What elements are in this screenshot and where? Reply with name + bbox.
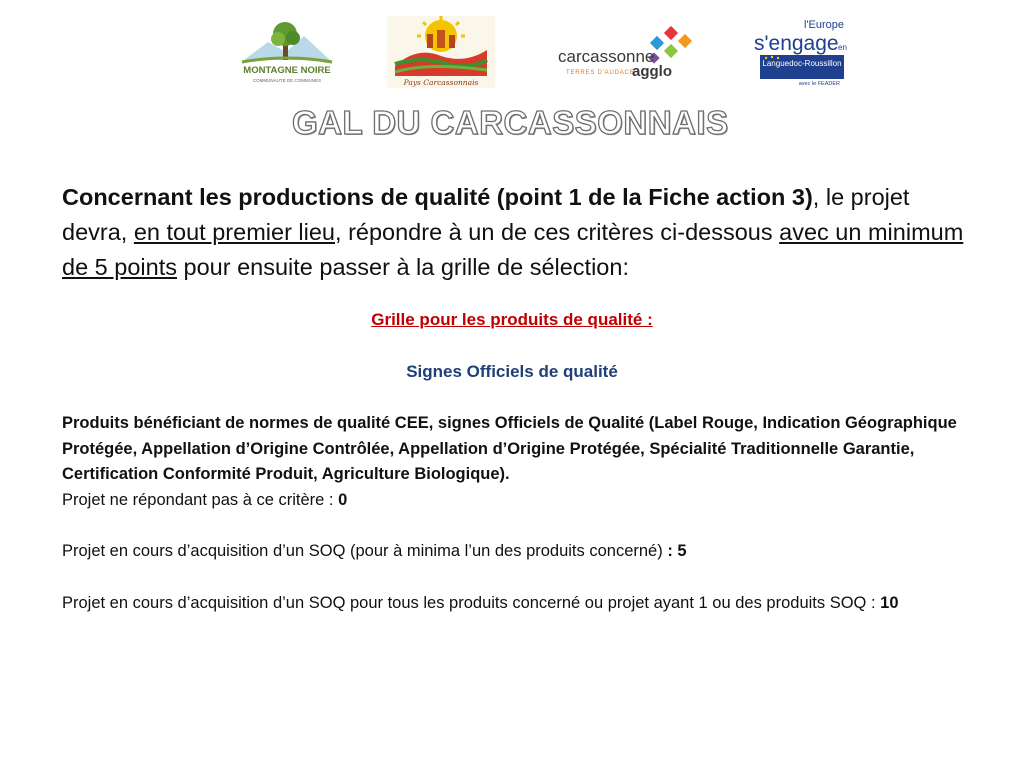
item-soq-full: [62, 591, 962, 617]
europe-line1: l'Europe: [804, 19, 845, 31]
europe-line2: s'engage: [754, 32, 839, 55]
grille-title: Grille pour les produits de qualité :: [371, 310, 653, 329]
item-soq-full-score: 10: [880, 594, 899, 612]
page-title: GAL DU CARCASSONNAIS: [292, 104, 729, 141]
carcassonne-agglo-word: agglo: [632, 63, 672, 80]
pays-carcassonnais-logo: [387, 16, 495, 88]
montagne-noire-name: MONTAGNE NOIRE: [243, 65, 331, 76]
criteria-score: 0: [338, 490, 348, 509]
pays-carcassonnais-name: Pays Carcassonnais: [403, 78, 479, 87]
carcassonne-agglo-logo: [556, 24, 706, 86]
criteria-block: [62, 411, 962, 513]
item-soq-full-text: Projet en cours d’acquisition d’un SOQ pour tous les produits concerné ou projet ayant 1 ou des produits SOQ :: [62, 594, 881, 612]
carcassonne-tagline: TERRES D'AUDACE: [566, 70, 635, 76]
signes-title: Signes Officiels de qualité: [406, 362, 618, 381]
montagne-noire-sub: COMMUNAUTÉ DE COMMUNES: [252, 78, 322, 83]
intro-text-1: , le projet devra,: [62, 184, 910, 245]
europe-line3: en: [838, 43, 847, 52]
criteria-line-text: Projet ne répondant pas à ce critère :: [62, 490, 339, 509]
intro-text-3: pour ensuite passer à la grille de sélection:: [176, 254, 629, 280]
europe-line5: avec le FEADER: [798, 81, 840, 87]
item-soq-partial: [62, 539, 962, 565]
intro-underline-1: en tout premier lieu: [133, 219, 336, 245]
europe-line4: Languedoc-Roussillon: [762, 59, 842, 68]
item-soq-partial-score: : 5: [667, 542, 687, 560]
montagne-noire-logo: [238, 16, 336, 86]
criteria-line: [62, 488, 962, 514]
europe-sengage-logo: [752, 14, 848, 90]
carcassonne-name: carcassonne: [558, 47, 655, 66]
intro-underline-2: avec un minimum de 5 points: [62, 219, 964, 280]
criteria-description: Produits bénéficiant de normes de qualité CEE, signes Officiels de Qualité (Label Rouge, Indication Géographique Protégée, Appellation d’Origine Contrôlée, Appellation d’Origine Protégée, Spécialité Traditionnelle Garantie, Certification Conformité Produit, Agriculture Biologique).: [62, 414, 957, 483]
intro-paragraph: [62, 180, 967, 285]
item-soq-partial-text: Projet en cours d’acquisition d’un SOQ (pour à minima l’un des produits concerné): [62, 542, 668, 560]
intro-bold: Concernant les productions de qualité (point 1 de la Fiche action 3): [62, 184, 813, 210]
intro-text-2: , répondre à un de ces critères ci-dessous: [335, 219, 780, 245]
logo-bar: [0, 14, 1024, 94]
